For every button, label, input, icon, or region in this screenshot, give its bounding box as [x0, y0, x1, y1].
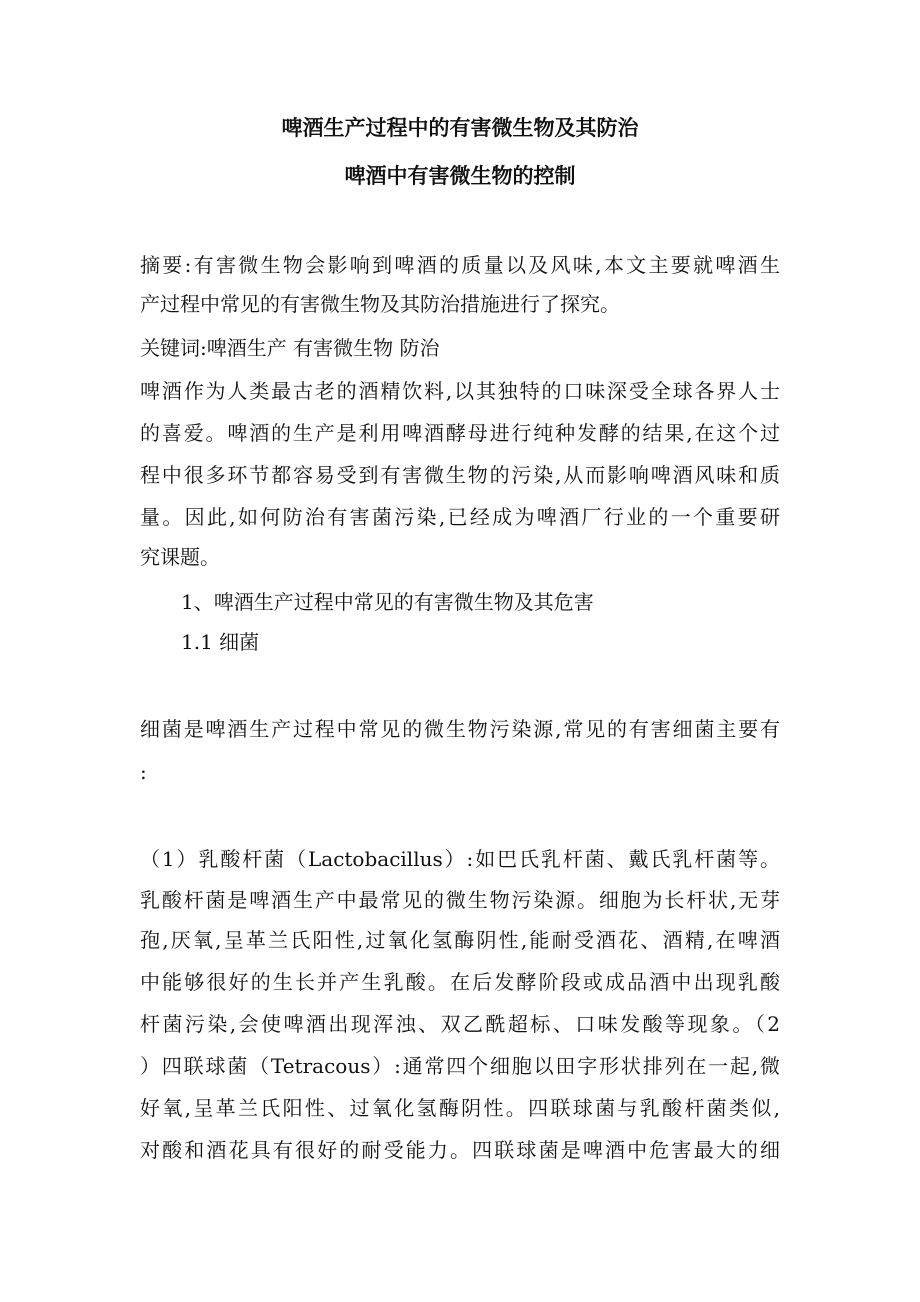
document-title: 啤酒生产过程中的有害微生物及其防治: [281, 116, 639, 140]
body-line: （1）乳酸杆菌（Lactobacillus）:如巴氏乳杆菌、戴氏乳杆菌等。: [140, 847, 780, 871]
keywords-line: 关键词:啤酒生产 有害微生物 防治: [140, 336, 440, 360]
body-line: ）四联球菌（Tetracous）:通常四个细胞以田字形状排列在一起,微: [140, 1054, 780, 1078]
body-line: 细菌是啤酒生产过程中常见的微生物污染源,常见的有害细菌主要有: [140, 717, 780, 741]
section-heading: 1、啤酒生产过程中常见的有害微生物及其危害: [181, 590, 594, 614]
body-line: 杆菌污染,会使啤酒出现浑浊、双乙酰超标、口味发酸等现象。（2: [140, 1012, 780, 1036]
subsection-heading: 1.1 细菌: [181, 630, 260, 654]
body-line: 啤酒作为人类最古老的酒精饮料,以其独特的口味深受全球各界人士: [140, 379, 780, 403]
body-line: :: [140, 760, 147, 784]
abstract-line: 摘要:有害微生物会影响到啤酒的质量以及风味,本文主要就啤酒生: [140, 253, 780, 277]
body-line: 乳酸杆菌是啤酒生产中最常见的微生物污染源。细胞为长杆状,无芽: [140, 888, 780, 912]
body-line: 的喜爱。啤酒的生产是利用啤酒酵母进行纯种发酵的结果,在这个过: [140, 421, 780, 445]
body-line: 对酸和酒花具有很好的耐受能力。四联球菌是啤酒中危害最大的细: [140, 1138, 780, 1162]
body-line: 孢,厌氧,呈革兰氏阳性,过氧化氢酶阴性,能耐受酒花、酒精,在啤酒: [140, 928, 780, 952]
body-line: 中能够很好的生长并产生乳酸。在后发酵阶段或成品酒中出现乳酸: [140, 970, 780, 994]
abstract-line: 产过程中常见的有害微生物及其防治措施进行了探究。: [140, 292, 620, 316]
body-line: 好氧,呈革兰氏阳性、过氧化氢酶阴性。四联球菌与乳酸杆菌类似,: [140, 1096, 780, 1120]
document-subtitle: 啤酒中有害微生物的控制: [344, 164, 576, 188]
body-line: 究课题。: [140, 545, 220, 569]
body-line: 量。因此,如何防治有害菌污染,已经成为啤酒厂行业的一个重要研: [140, 505, 780, 529]
body-line: 程中很多环节都容易受到有害微生物的污染,从而影响啤酒风味和质: [140, 463, 780, 487]
